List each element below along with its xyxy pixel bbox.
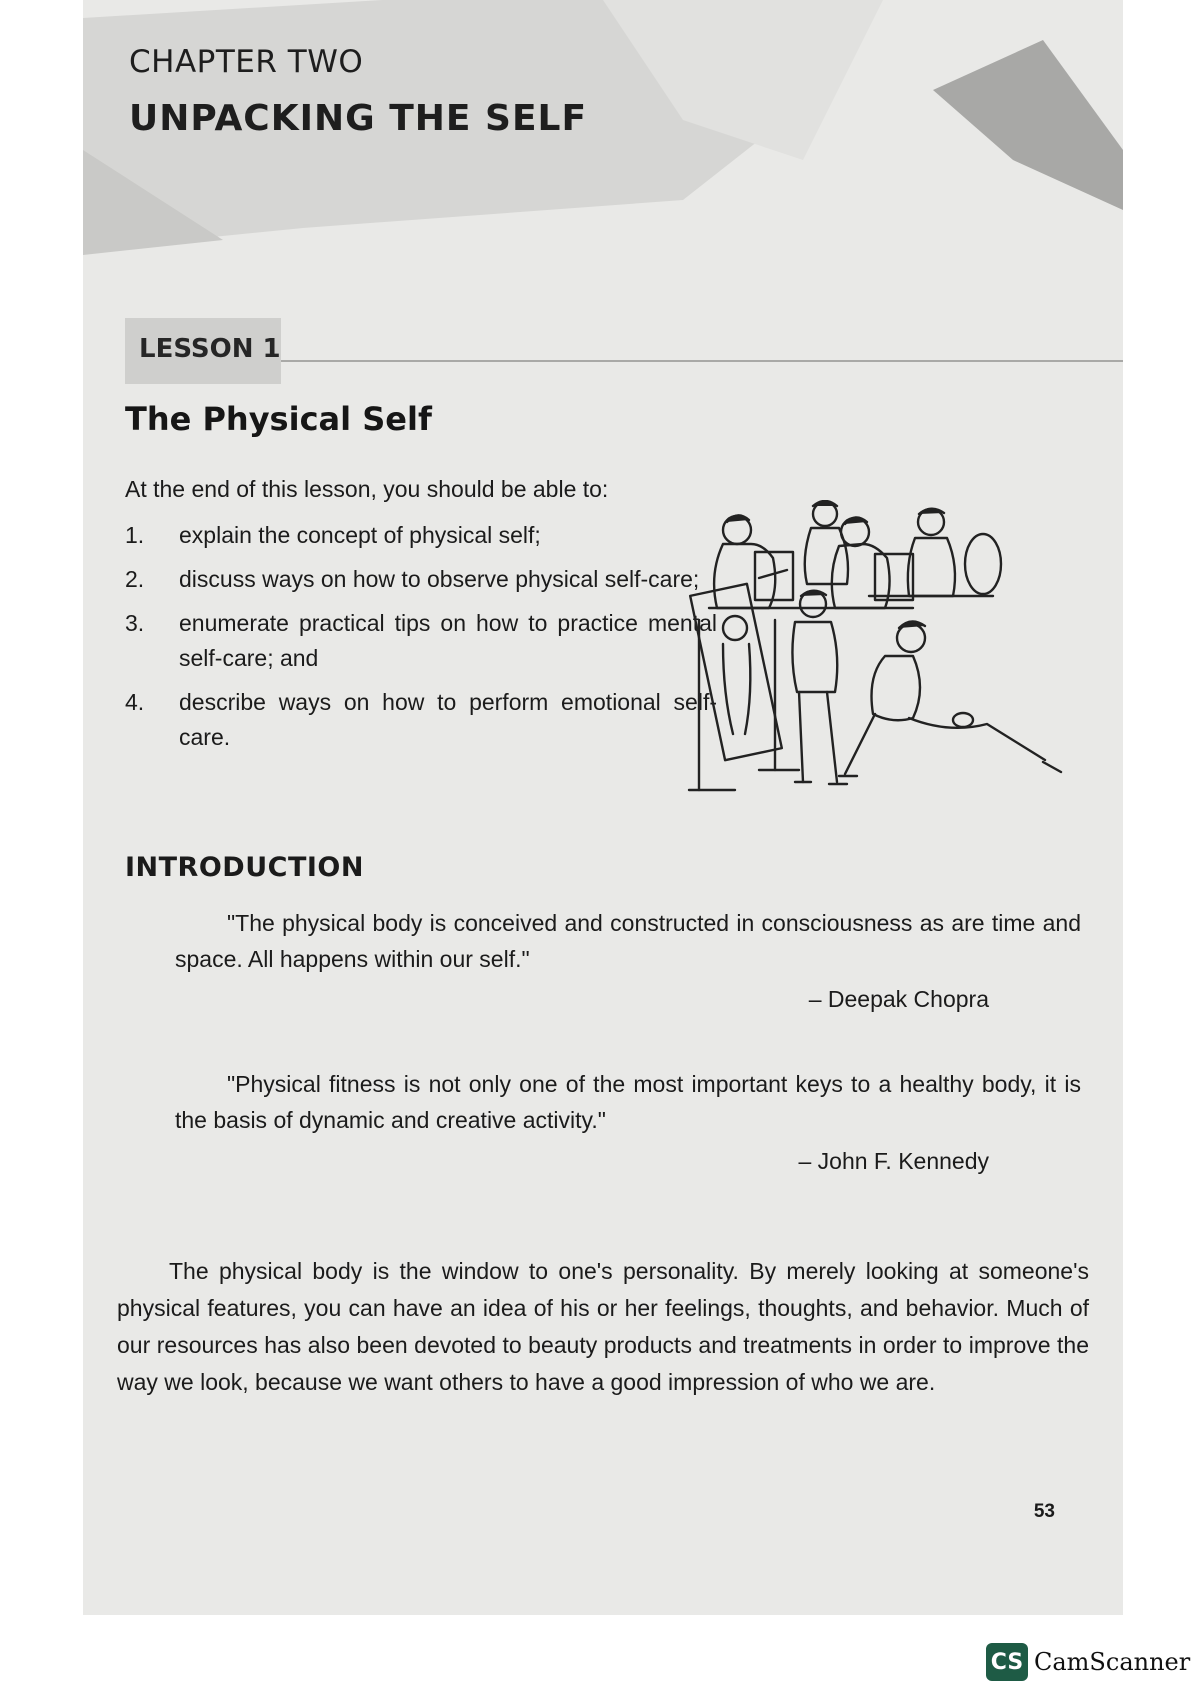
lesson-label: LESSON 1 [139,334,281,364]
quote-author-kennedy: – John F. Kennedy [798,1148,989,1174]
book-page [83,0,1123,1615]
physical-self-illustration [663,500,1123,870]
objective-item [125,606,717,676]
lesson-divider [281,360,1123,362]
page-number: 53 [1033,1501,1055,1522]
objectives-intro: At the end of this lesson, you should be able to: [125,476,609,502]
camscanner-name: CamScanner [1034,1648,1191,1676]
objectives-list [125,518,717,764]
camscanner-watermark [986,1643,1190,1681]
quote-author-chopra: – Deepak Chopra [808,986,989,1012]
objective-text: describe ways on how to perform emotional self-care. [179,689,717,750]
objective-number: 2. [125,566,145,592]
camscanner-logo-icon: CS [986,1643,1028,1681]
introduction-heading: INTRODUCTION [125,852,364,883]
introduction-paragraph: The physical body is the window to one's personality. By merely looking at someone's physical features, you can have an idea of his or her feelings, thoughts, and behavior. Much of our resources has also been devoted to beauty products and treatments in order to improve the way we look, because we want others to have a good impression of who we are. [117,1258,1089,1395]
objective-item [125,685,717,755]
objective-number: 3. [125,610,145,636]
objective-number: 4. [125,689,145,715]
objective-text: enumerate practical tips on how to practice mental self-care; and [179,610,717,671]
objective-item [125,562,717,597]
chapter-label: CHAPTER TWO [129,44,364,80]
objective-text: explain the concept of physical self; [179,522,541,548]
quote-chopra: "The physical body is conceived and constructed in consciousness as are time and space. All happens within our self." [175,910,1081,972]
chapter-title: UNPACKING THE SELF [129,98,588,139]
lesson-title: The Physical Self [125,400,432,438]
quote-kennedy: "Physical fitness is not only one of the most important keys to a healthy body, it is the basis of dynamic and creative activity." [175,1071,1081,1133]
objective-item [125,518,717,553]
objective-number: 1. [125,522,145,548]
objective-text: discuss ways on how to observe physical self-care; [179,566,700,592]
